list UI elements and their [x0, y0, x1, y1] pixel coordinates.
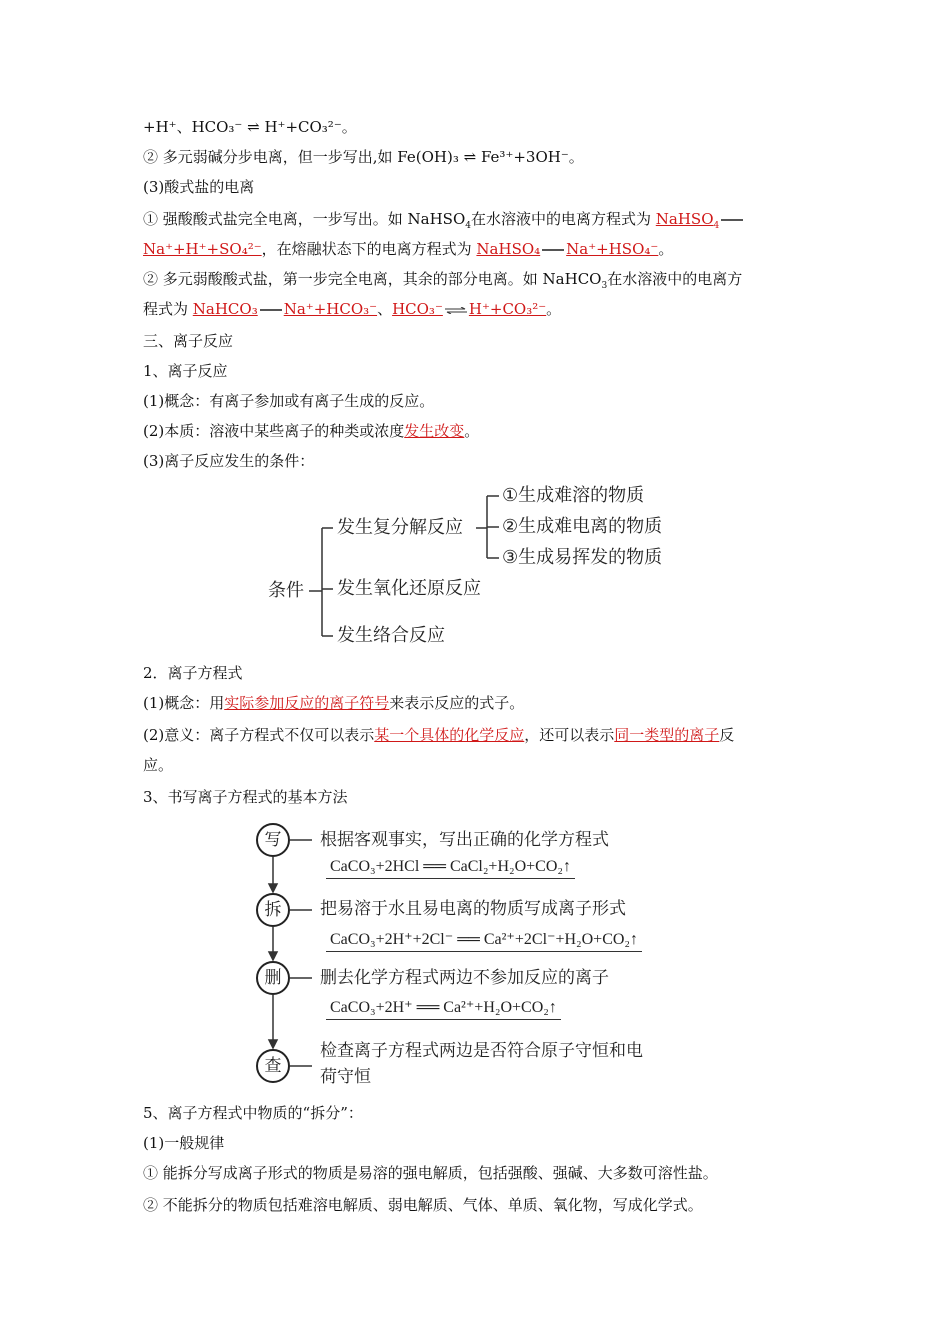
step-description: 删去化学方程式两边不参加反应的离子	[320, 968, 609, 988]
answer-blank: NaHSO$_4$	[655, 210, 720, 231]
text-line: ② 多元弱碱分步电离，但一步写出,如 Fe(OH)₃ ⇌ Fe³⁺+3OH⁻。	[143, 148, 584, 166]
text-line: (3)酸式盐的电离	[143, 178, 255, 196]
condition-complex: 发生络合反应	[337, 625, 445, 646]
step-equation: CaCO₃+2HCl ══ CaCl₂+H₂O+CO₂↑	[326, 856, 575, 879]
text-line: (3)离子反应发生的条件：	[143, 452, 315, 470]
step-circle-check: 查	[256, 1049, 290, 1083]
subheading: 3、书写离子方程式的基本方法	[143, 788, 348, 806]
subheading: 2．离子方程式	[143, 664, 243, 682]
step-description: 把易溶于水且易电离的物质写成离子形式	[320, 899, 626, 919]
step-circle-write: 写	[256, 823, 290, 857]
step-description: 根据客观事实，写出正确的化学方程式	[320, 830, 609, 850]
subheading: 5、离子方程式中物质的“拆分”：	[143, 1104, 363, 1122]
step-equation: CaCO₃+2H⁺+2Cl⁻ ══ Ca²⁺+2Cl⁻+H₂O+CO₂↑	[326, 929, 642, 952]
text-line: (2)本质：溶液中某些离子的种类或浓度发生改变。	[143, 422, 480, 440]
answer-blank: Na⁺+HCO₃⁻	[283, 300, 378, 318]
answer-blank: 同一类型的离子	[614, 726, 720, 744]
answer-blank: NaHSO₄	[476, 240, 541, 258]
text-line: +H⁺、HCO₃⁻ ⇌ H⁺+CO₃²⁻。	[143, 118, 357, 136]
answer-blank: Na⁺+HSO₄⁻	[566, 240, 659, 258]
step-description-cont: 荷守恒	[320, 1067, 371, 1087]
answer-blank: HCO₃⁻	[392, 300, 443, 318]
text-line: ② 多元弱酸酸式盐，第一步完全电离，其余的部分电离。如 NaHCO$_3$在水溶液中的电离方	[143, 270, 743, 291]
subheading: 1、离子反应	[143, 362, 228, 380]
answer-blank: 发生改变	[404, 422, 465, 440]
text-line: ② 不能拆分的物质包括难溶电解质、弱电解质、气体、单质、氧化物，写成化学式。	[143, 1196, 703, 1214]
step-circle-split: 拆	[256, 893, 290, 927]
condition-sub: ③生成易挥发的物质	[502, 547, 663, 568]
answer-blank: Na⁺+H⁺+SO₄²⁻	[143, 240, 262, 258]
answer-blank: 某一个具体的化学反应	[374, 726, 525, 744]
text-line: ① 能拆分写成离子形式的物质是易溶的强电解质，包括强酸、强碱、大多数可溶性盐。	[143, 1164, 718, 1182]
text-line: (1)一般规律	[143, 1134, 225, 1152]
conditions-root: 条件	[268, 580, 304, 601]
text-line: 程式为 NaHCO₃ Na⁺+HCO₃⁻、HCO₃⁻ H⁺+CO₃²⁻。	[143, 300, 562, 318]
text-line: Na⁺+H⁺+SO₄²⁻，在熔融状态下的电离方程式为 NaHSO₄ Na⁺+HSO₄⁻。	[143, 240, 674, 258]
text-line: (1)概念：有离子参加或有离子生成的反应。	[143, 392, 435, 410]
text-line: (1)概念：用实际参加反应的离子符号来表示反应的式子。	[143, 694, 525, 712]
condition-metathesis: 发生复分解反应	[337, 517, 463, 538]
step-description: 检查离子方程式两边是否符合原子守恒和电	[320, 1041, 643, 1061]
text-line: (2)意义：离子方程式不仅可以表示某一个具体的化学反应，还可以表示同一类型的离子反	[143, 726, 735, 744]
answer-blank: 实际参加反应的离子符号	[224, 694, 390, 712]
text-line: 应。	[143, 756, 174, 774]
answer-blank: H⁺+CO₃²⁻	[468, 300, 547, 318]
condition-sub: ②生成难电离的物质	[502, 516, 663, 537]
answer-blank: NaHCO₃	[192, 300, 258, 318]
condition-sub: ①生成难溶的物质	[502, 485, 645, 506]
step-equation: CaCO₃+2H⁺ ══ Ca²⁺+H₂O+CO₂↑	[326, 997, 561, 1020]
text-line: ① 强酸酸式盐完全电离，一步写出。如 NaHSO$_4$在水溶液中的电离方程式为 NaHSO$_4$	[143, 208, 823, 230]
section-heading: 三、离子反应	[143, 332, 234, 350]
condition-redox: 发生氧化还原反应	[337, 578, 481, 599]
step-circle-delete: 删	[256, 961, 290, 995]
